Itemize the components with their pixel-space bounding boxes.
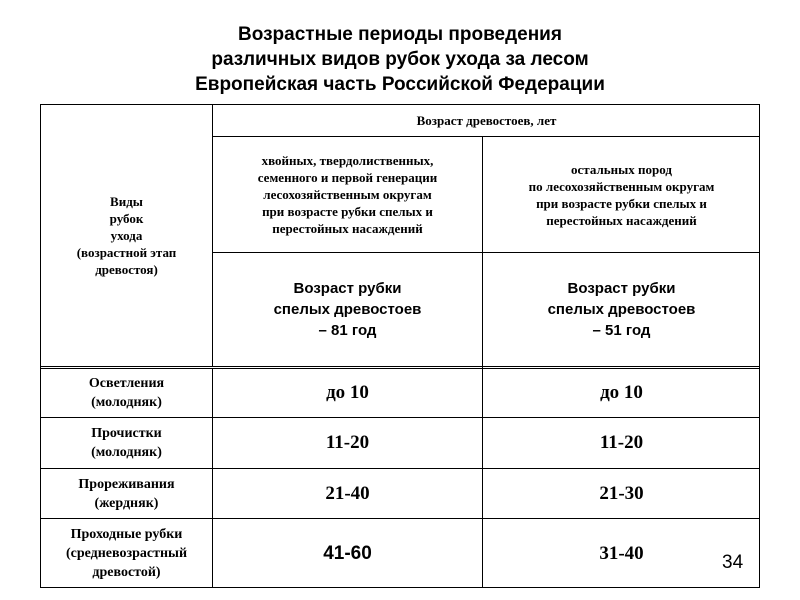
row-name-line: Прочистки [91, 426, 162, 441]
col2-desc-line: перестойных насаждений [546, 212, 697, 228]
types-label-line: ухода [110, 228, 143, 243]
col1-desc-line: семенного и первой генерации [257, 170, 438, 185]
col2-desc-line: остальных пород [571, 161, 672, 177]
row-col1-value: 11-20 [325, 432, 370, 453]
row-col2-value: 31-40 [599, 542, 644, 564]
row-name-cell [41, 418, 212, 468]
col1-desc-line: лесохозяйственным округам [263, 187, 432, 202]
types-label-line: Виды [110, 194, 143, 209]
types-label-line: рубок [109, 211, 144, 226]
title-line-2: различных видов рубок ухода за лесом [211, 49, 589, 70]
header-col2-felling-age [483, 253, 760, 366]
col1-age-line: – 81 год [318, 322, 377, 339]
page-number: 34 [722, 552, 744, 573]
row-name-line: Проходные рубки [70, 527, 183, 542]
col1-age-line: Возраст рубки [293, 280, 402, 297]
row-col1-value: 41-60 [323, 542, 372, 564]
col2-desc-line: при возрасте рубки спелых и [536, 195, 707, 211]
col1-age-line: спелых древостоев [273, 301, 422, 318]
row-name-line: (молодняк) [91, 395, 162, 410]
col1-desc-line: хвойных, твердолиственных, [261, 153, 434, 168]
row-col1-value: до 10 [326, 382, 369, 403]
row-name-line: древостой) [92, 565, 161, 580]
header-age-of-stands: Возраст древостоев, лет [416, 112, 557, 128]
col2-age-line: – 51 год [592, 322, 651, 339]
row-col2-value: 11-20 [599, 432, 644, 453]
row-name-line: Осветления [88, 376, 165, 391]
types-label-line: древостоя) [95, 262, 158, 277]
col2-age-line: Возраст рубки [567, 280, 676, 297]
title-line-1: Возрастные периоды проведения [238, 24, 562, 45]
col1-desc-line: при возрасте рубки спелых и [262, 204, 433, 219]
row-name-cell [41, 369, 212, 417]
periods-table [40, 104, 760, 588]
col1-desc-line: перестойных насаждений [272, 221, 423, 236]
header-col1-description [213, 137, 482, 252]
row-col2-value: 21-30 [599, 482, 644, 504]
types-label-line: (возрастной этап [76, 245, 177, 260]
row-name-line: (средневозрастный [65, 546, 188, 561]
col2-desc-line: по лесохозяйственным округам [528, 178, 715, 194]
header-types-of-cutting [41, 105, 212, 366]
row-name-line: (жердняк) [94, 495, 159, 511]
row-name-cell [41, 519, 212, 588]
title-line-3: Европейская часть Российской Федерации [195, 74, 605, 95]
row-col2-value: до 10 [600, 382, 643, 403]
header-col1-felling-age [213, 253, 482, 366]
col2-age-line: спелых древостоев [547, 301, 696, 318]
row-col1-value: 21-40 [325, 482, 370, 504]
row-name-line: Прореживания [78, 476, 175, 492]
row-name-line: (молодняк) [91, 445, 162, 460]
row-name-cell [41, 469, 212, 518]
header-col2-description [483, 137, 760, 252]
page-title [0, 22, 800, 97]
